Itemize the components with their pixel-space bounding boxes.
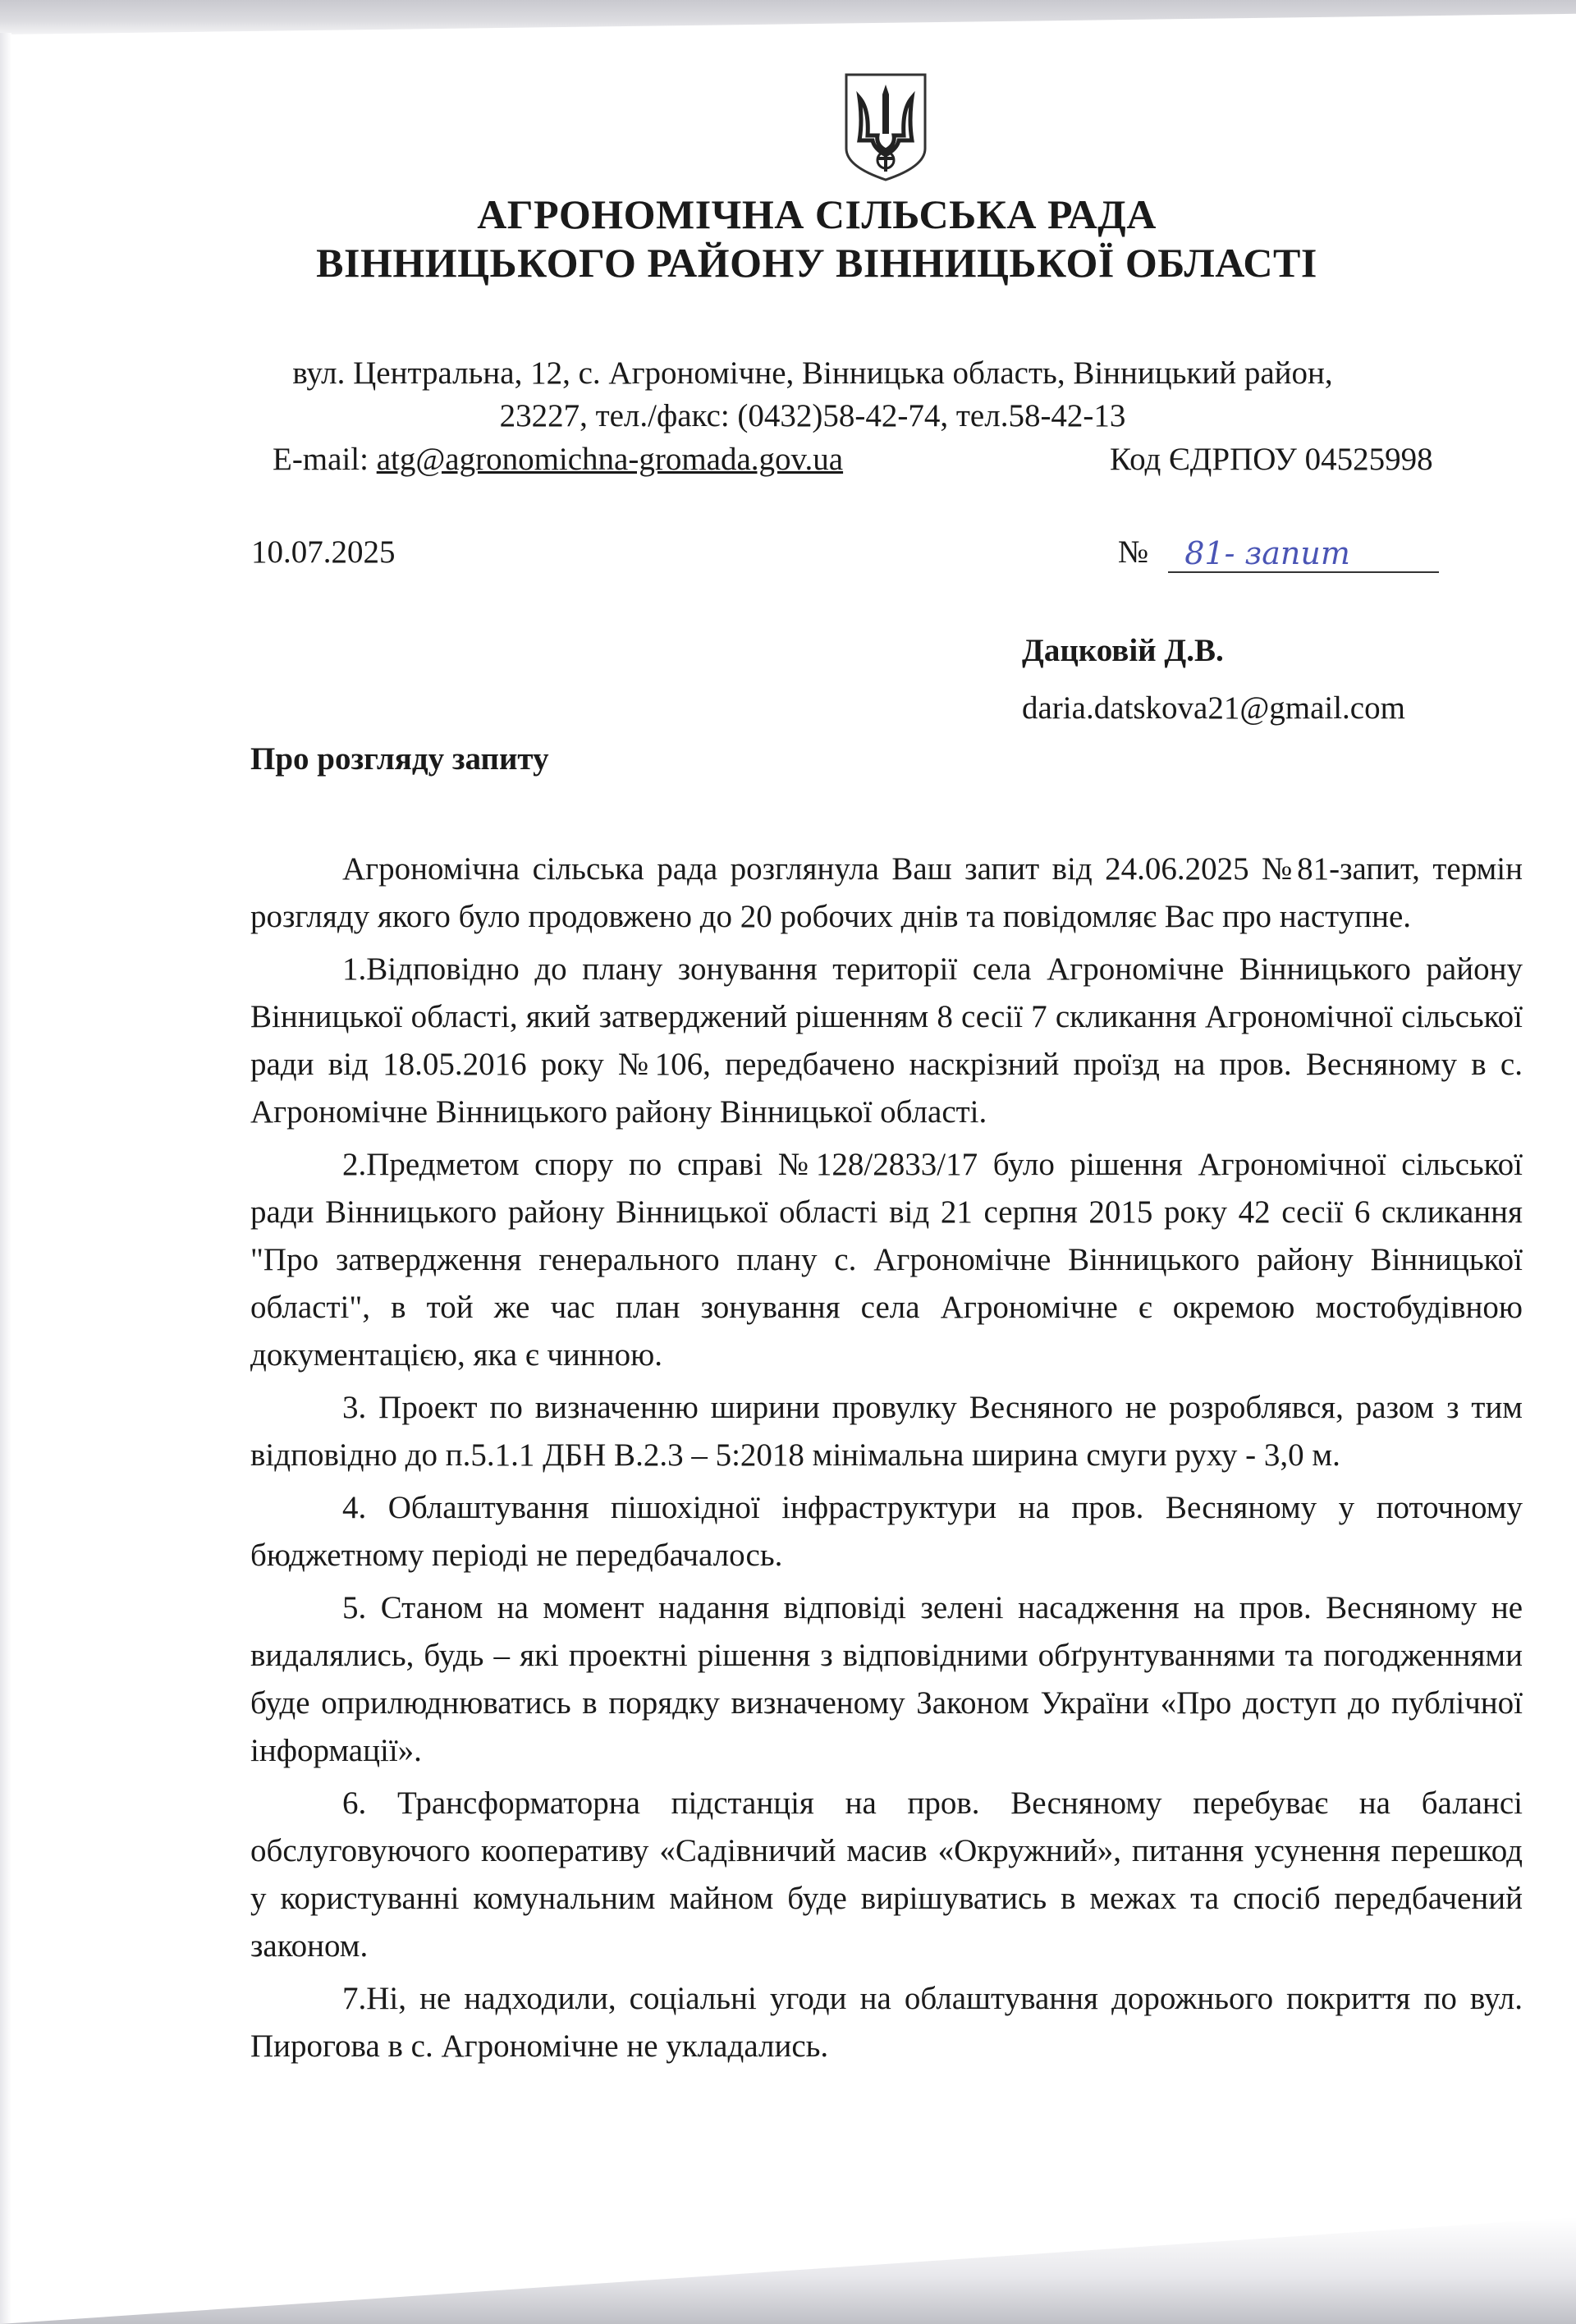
letter-subject: Про розгляду запиту	[250, 741, 549, 777]
trident-coat-of-arms-icon	[841, 70, 930, 183]
answer-paragraph-2: 2.Предметом спору по справі №128/2833/17 було рішення Агрономічної сільської ради Вінницького району Вінницької області від 21 серпня 2015 року 42 сесії 6 скликання "Про затвердження генерального плану с. Агрономічне Вінницького району Вінницької області", в той же час план зонування села Агрономічне є окремою мостобудівною документацією, яка є чинною.	[250, 1147, 1523, 1373]
organization-region: ВІННИЦЬКОГО РАЙОНУ ВІННИЦЬКОЇ ОБЛАСТІ	[316, 240, 1317, 286]
answer-paragraph-1: 1.Відповідно до плану зонування території села Агрономічне Вінницького району Вінницької області, який затверджений рішенням 8 сесії 7 скликання Агрономічної сільської ради від 18.05.2016 року №106, передбачено наскрізний проїзд на пров. Весняному в с. Агрономічне Вінницького району Вінницької області.	[250, 951, 1523, 1130]
letter-body	[250, 846, 1523, 2075]
organization-email-link[interactable]: atg@agronomichna-gromada.gov.ua	[376, 442, 844, 477]
registration-number	[1118, 532, 1439, 573]
edrpou-code: Код ЄДРПОУ 04525998	[1110, 442, 1433, 477]
answer-paragraph-5: 5. Станом на момент надання відповіді зелені насадження на пров. Весняному не видалялись, будь – які проектні рішення з відповідними обґрунтуваннями та погодженнями буде оприлюднюватись в порядку визначеному Законом України «Про доступ до публічної інформації».	[250, 1590, 1523, 1768]
intro-paragraph: Агрономічна сільська рада розглянула Ваш запит від 24.06.2025 №81-запит, термін розгляду якого було продовжено до 20 робочих днів та повідомляє Вас про наступне.	[250, 851, 1523, 934]
letter-date: 10.07.2025	[251, 534, 396, 570]
answer-paragraph-6: 6. Трансформаторна підстанція на пров. Весняному перебуває на балансі обслуговуючого кооперативу «Садівничий масив «Окружний», питання усунення перешкод у користуванні комунальним майном буде вирішуватись в межах та спосіб передбачений законом.	[250, 1785, 1523, 1964]
organization-name: АГРОНОМІЧНА СІЛЬСЬКА РАДА	[477, 191, 1157, 237]
address-line-2: 23227, тел./факс: (0432)58-42-74, тел.58-42-13	[499, 398, 1126, 433]
handwritten-number: 81- запит	[1168, 535, 1439, 573]
email-label: E-mail:	[273, 442, 377, 477]
address-line-1: вул. Центральна, 12, с. Агрономічне, Вінницька область, Вінницький район,	[292, 355, 1333, 391]
answer-paragraph-3: 3. Проект по визначенню ширини провулку Весняного не розроблявся, разом з тим відповідно до п.5.1.1 ДБН В.2.3 – 5:2018 мінімальна ширина смуги руху - 3,0 м.	[250, 1390, 1523, 1473]
organization-email-line	[273, 439, 843, 480]
answer-paragraph-7: 7.Ні, не надходили, соціальні угоди на облаштування дорожнього покриття по вул. Пирогова в с. Агрономічне не укладались.	[250, 1981, 1523, 2064]
recipient-name: Дацковій Д.В.	[1022, 633, 1224, 668]
number-label: №	[1118, 534, 1149, 570]
recipient-email: daria.datskova21@gmail.com	[1022, 690, 1405, 726]
answer-paragraph-4: 4. Облаштування пішохідної інфраструктури на пров. Весняному у поточному бюджетному періоді не передбачалось.	[250, 1490, 1523, 1573]
